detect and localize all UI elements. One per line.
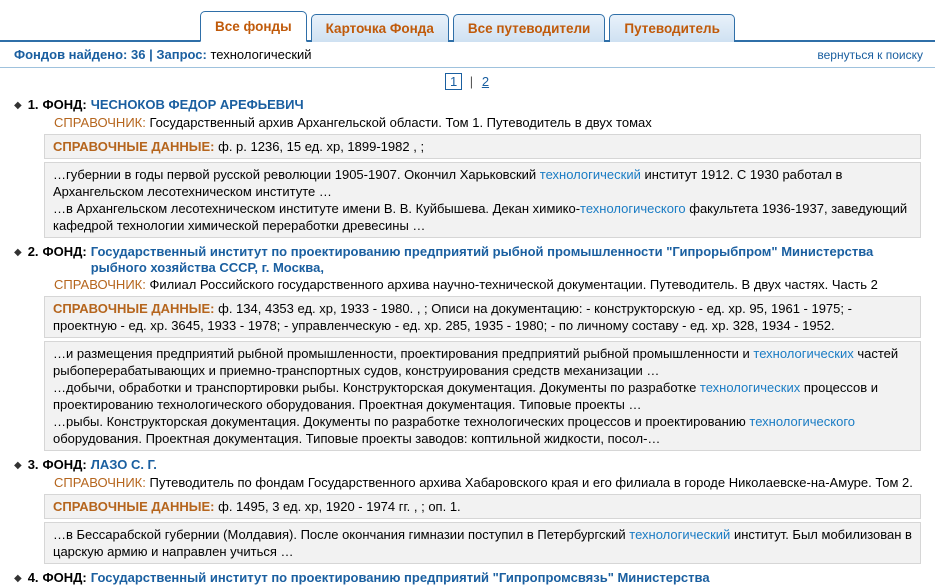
- guide-label: СПРАВОЧНИК:: [54, 475, 146, 490]
- snippet-text: факультета 1936-1937, заведующий кафедрой технологии химической переработки древесины …: [53, 201, 908, 233]
- snippet-box: [44, 341, 921, 451]
- bullet-icon: ◆: [14, 100, 22, 111]
- guide-line: [14, 114, 921, 131]
- list-item: [14, 97, 921, 238]
- snippet-text: институт 1912. С 1930 работал в Архангельском лесотехническом институте …: [53, 167, 843, 199]
- guide-line: [14, 276, 921, 293]
- snippet-highlight: технологического: [580, 201, 686, 216]
- tab-guide-label: Путеводитель: [624, 21, 720, 36]
- fund-number: 1.: [27, 97, 39, 112]
- pager-separator: |: [469, 74, 474, 89]
- fund-number: 4.: [27, 570, 39, 585]
- pagination: [0, 68, 935, 93]
- info-bar: [0, 42, 935, 68]
- tab-fund-card[interactable]: [311, 14, 449, 42]
- list-item: [14, 244, 921, 451]
- guide-value: Государственный архив Архангельской области. Том 1. Путеводитель в двух томах: [149, 115, 652, 130]
- snippet-line: [53, 413, 912, 447]
- snippet-highlight: технологического: [749, 414, 856, 429]
- snippet-text: оборудования. Проектная документация. Типовые проекты заводов: коптильной жидкости, посол-…: [53, 431, 661, 446]
- fund-heading: [14, 244, 921, 276]
- snippet-text: …в Архангельском лесотехническом институте имени В. В. Куйбышева. Декан химико-: [53, 201, 581, 216]
- snippet-line: [53, 379, 912, 413]
- bullet-icon: ◆: [14, 460, 22, 471]
- snippet-box: [44, 522, 921, 564]
- tab-bar: [0, 0, 935, 42]
- reference-value: ф. 134, 4353 ед. хр, 1933 - 1980. , ; Описи на документацию: - конструкторскую - ед. хр. 95, 1961 - 1975; - проектную - ед. хр. 3645, 1933 - 1978; - управленческую - ед. хр. 285, 1935 - 1980; - по личному составу - ед. хр. 328, 1934 - 1952.: [53, 301, 852, 333]
- guide-label: СПРАВОЧНИК:: [54, 115, 146, 130]
- results-summary: [14, 47, 312, 62]
- found-label: Фондов найдено:: [14, 47, 128, 62]
- snippet-text: процессов и проектированию технологического оборудования. Проектная документация. Типовые проекты …: [53, 380, 879, 412]
- snippet-line: [53, 166, 912, 200]
- snippet-highlight: технологических: [753, 346, 854, 361]
- fund-name-link[interactable]: ЛАЗО С. Г.: [90, 457, 157, 472]
- reference-value: ф. 1495, 3 ед. хр, 1920 - 1974 гг. , ; оп. 1.: [218, 499, 461, 514]
- tab-all-funds[interactable]: [200, 11, 307, 42]
- reference-box: [44, 494, 921, 519]
- snippet-highlight: технологический: [629, 527, 731, 542]
- snippet-text: …губернии в годы первой русской революции 1905-1907. Окончил Харьковский: [53, 167, 540, 182]
- reference-label: СПРАВОЧНЫЕ ДАННЫЕ:: [53, 499, 215, 514]
- fund-name-link[interactable]: ЧЕСНОКОВ ФЕДОР АРЕФЬЕВИЧ: [90, 97, 304, 112]
- reference-label: СПРАВОЧНЫЕ ДАННЫЕ:: [53, 139, 215, 154]
- fund-name-link[interactable]: Государственный институт по проектированию предприятий "Гипропромсвязь" Министерства: [90, 570, 710, 585]
- snippet-text: частей рыбоперерабатывающих и приемно-транспортных судов, конструирования средств механизации …: [53, 346, 899, 378]
- fund-heading: [14, 570, 921, 587]
- reference-value: ф. р. 1236, 15 ед. хр, 1899-1982 , ;: [218, 139, 425, 154]
- page-1-current[interactable]: 1: [445, 73, 462, 90]
- snippet-text: …и размещения предприятий рыбной промышленности, проектирования предприятий рыбной промышленности и: [53, 346, 754, 361]
- guide-label: СПРАВОЧНИК:: [54, 277, 146, 292]
- found-count: 36: [131, 47, 146, 62]
- fund-label: ФОНД:: [42, 457, 87, 472]
- snippet-box: [44, 162, 921, 238]
- bullet-icon: ◆: [14, 247, 22, 258]
- tab-guide[interactable]: [609, 14, 735, 42]
- bullet-icon: ◆: [14, 573, 22, 584]
- fund-number: 2.: [27, 244, 39, 259]
- tab-fund-card-label: Карточка Фонда: [325, 21, 434, 36]
- summary-separator: |: [149, 47, 153, 62]
- fund-heading: [14, 457, 921, 474]
- tab-all-guides[interactable]: [453, 14, 606, 42]
- fund-label: ФОНД:: [42, 244, 87, 259]
- snippet-text: …рыбы. Конструкторская документация. Документы по разработке технологических процессов и проектированию: [53, 414, 750, 429]
- guide-line: [14, 474, 921, 491]
- snippet-text: институт. Был мобилизован в царскую армию и направлен учиться …: [53, 527, 912, 559]
- fund-name-link[interactable]: Государственный институт по проектированию предприятий рыбной промышленности "Гипрорыбпром" Министерства рыбного хозяйства СССР, г. Москва,: [90, 244, 874, 275]
- snippet-highlight: технологический: [539, 167, 641, 182]
- snippet-text: …в Бессарабской губернии (Молдавия). После окончания гимназии поступил в Петербургский: [53, 527, 630, 542]
- fund-label: ФОНД:: [42, 97, 87, 112]
- fund-heading: [14, 97, 921, 114]
- snippet-line: [53, 200, 912, 234]
- snippet-line: [53, 526, 912, 560]
- page-2-link[interactable]: 2: [481, 74, 490, 89]
- tab-all-funds-label: Все фонды: [215, 19, 292, 34]
- fund-label: ФОНД:: [42, 570, 87, 585]
- query-label: Запрос:: [156, 47, 207, 62]
- results-list: [0, 93, 935, 587]
- guide-value: Филиал Российского государственного архива научно-технической документации. Путеводитель. В двух частях. Часть 2: [149, 277, 878, 292]
- reference-box: [44, 296, 921, 338]
- fund-number: 3.: [27, 457, 39, 472]
- list-item: [14, 570, 921, 587]
- guide-value: Путеводитель по фондам Государственного архива Хабаровского края и его филиала в городе Николаевске-на-Амуре. Том 2.: [149, 475, 913, 490]
- reference-box: [44, 134, 921, 159]
- query-value: технологический: [210, 47, 312, 62]
- snippet-line: [53, 345, 912, 379]
- tab-all-guides-label: Все путеводители: [467, 21, 591, 36]
- reference-label: СПРАВОЧНЫЕ ДАННЫЕ:: [53, 301, 215, 316]
- back-to-search-link[interactable]: вернуться к поиску: [817, 47, 923, 62]
- snippet-text: …добычи, обработки и транспортировки рыбы. Конструкторская документация. Документы по разработке: [53, 380, 700, 395]
- snippet-highlight: технологических: [699, 380, 801, 395]
